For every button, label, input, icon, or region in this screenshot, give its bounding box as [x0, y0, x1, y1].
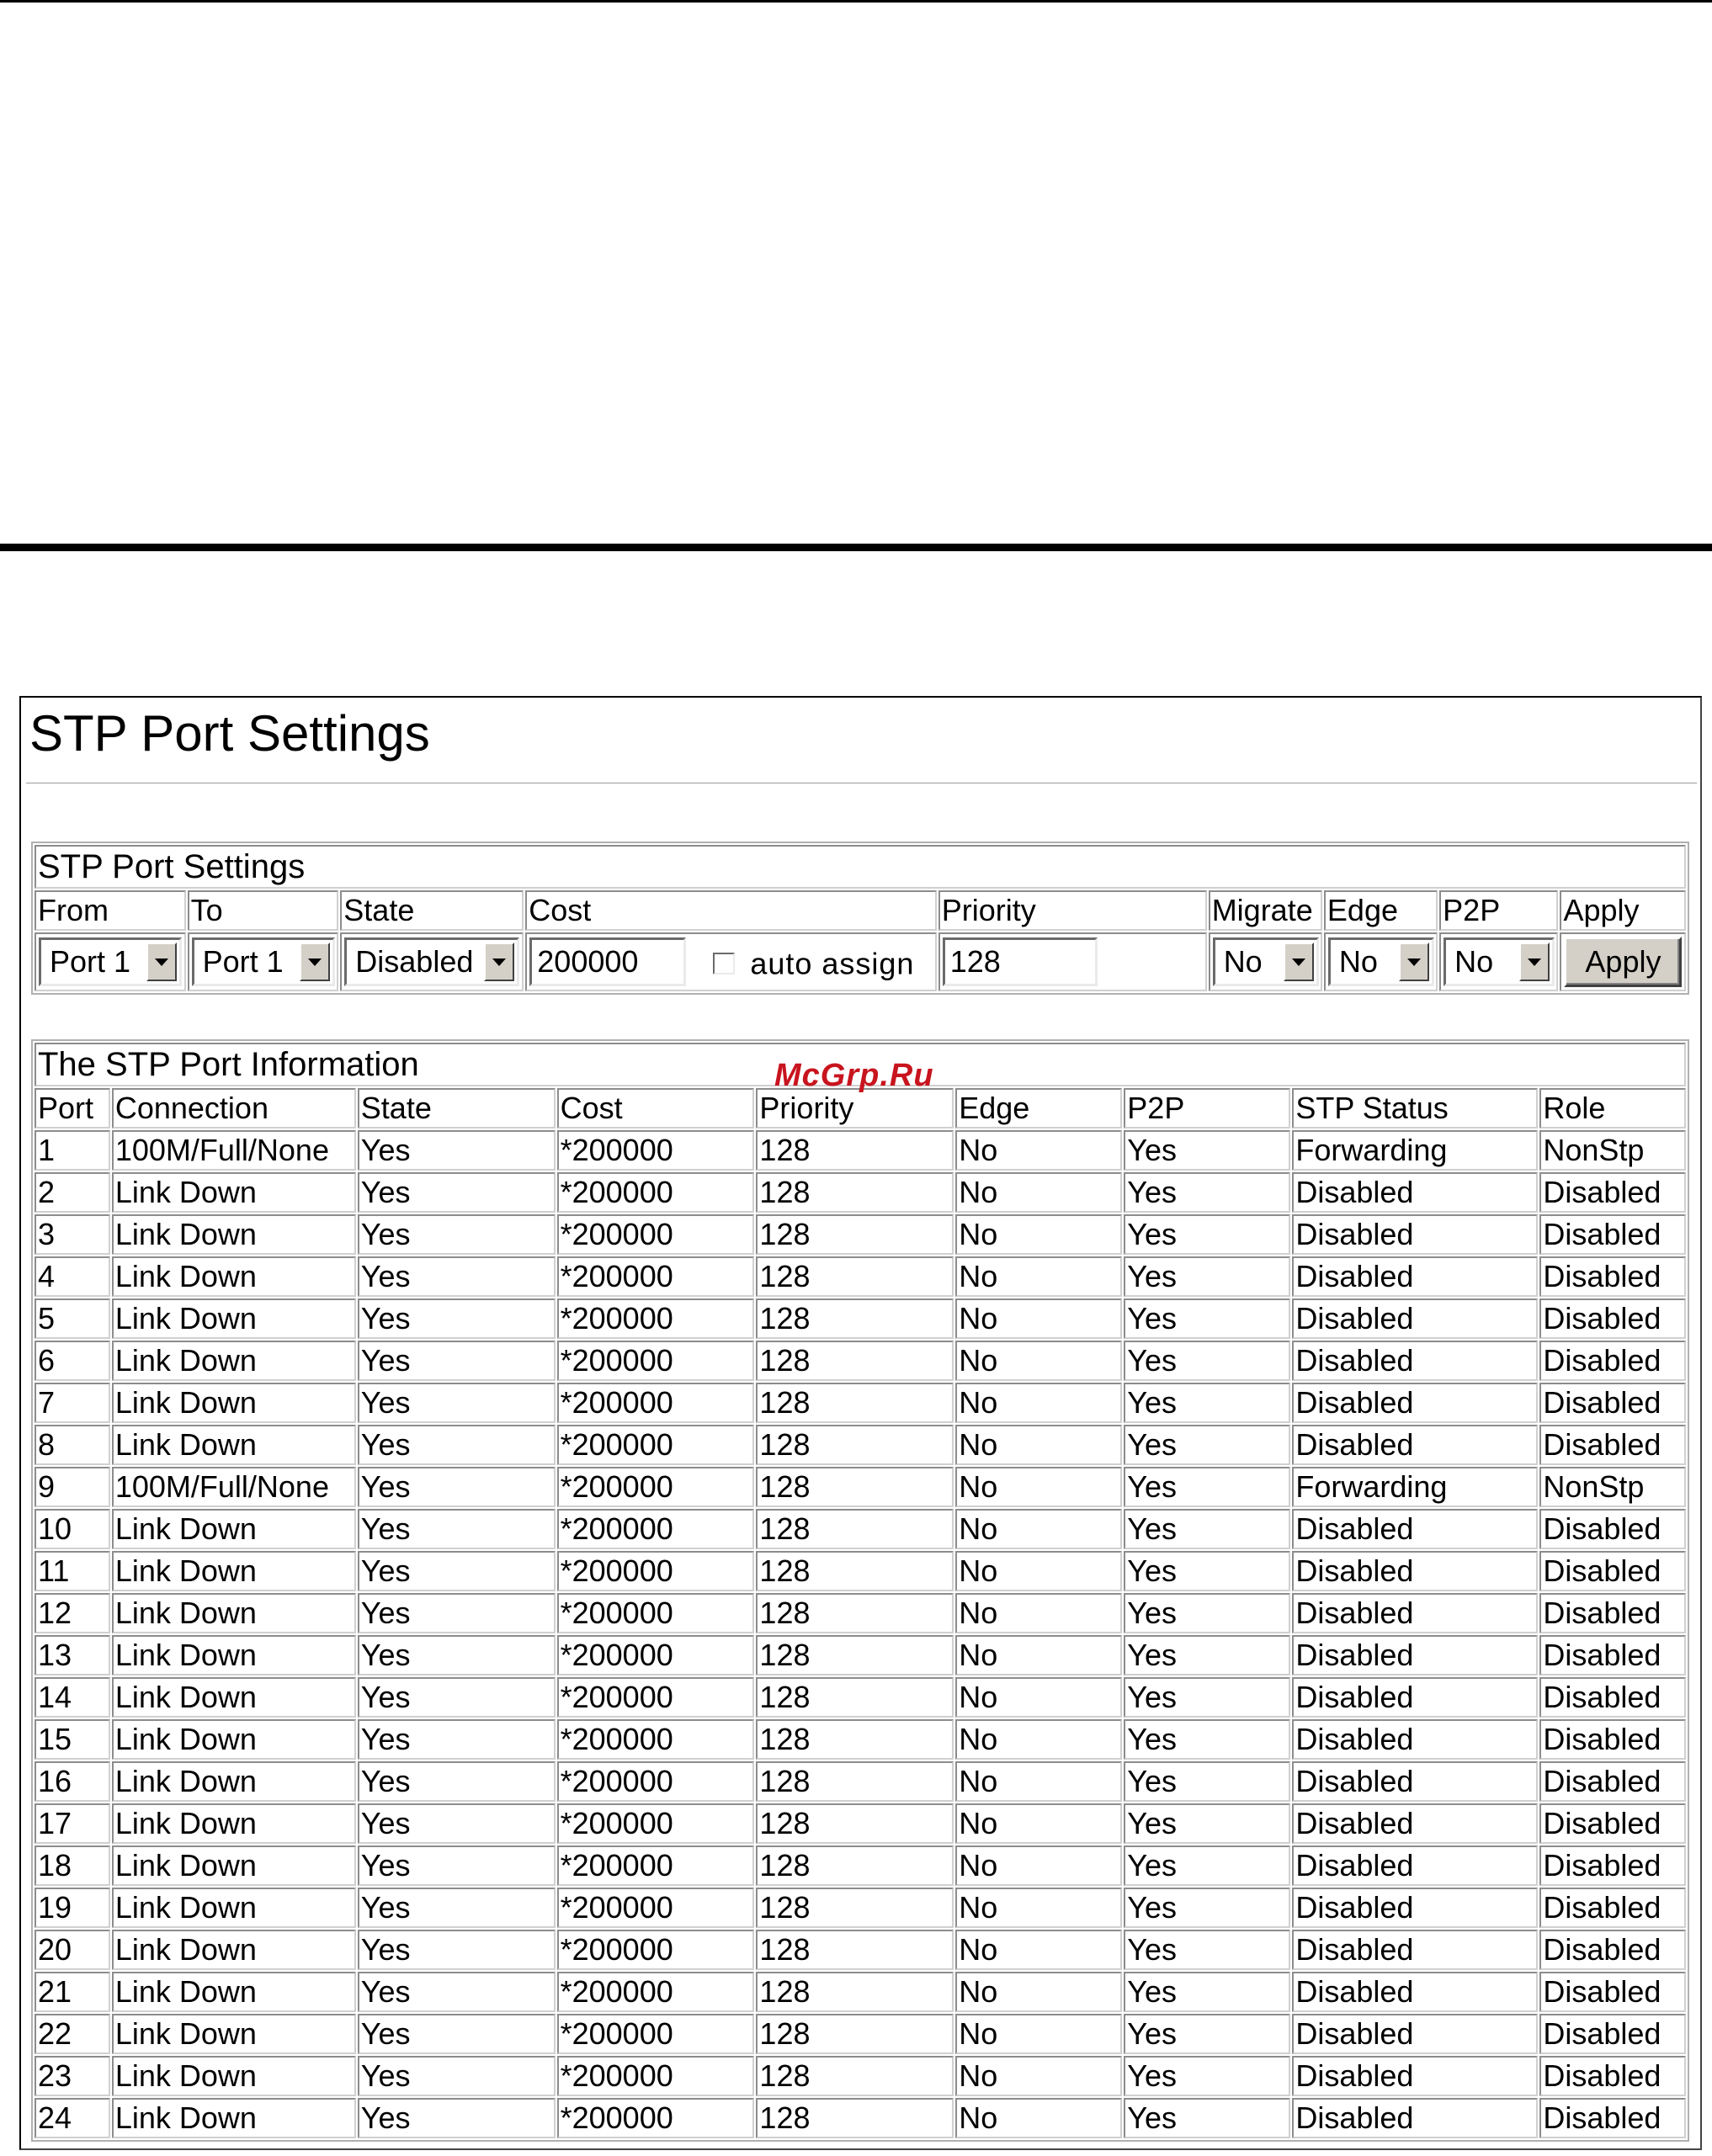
- cell-connection: Link Down: [112, 2014, 356, 2054]
- cell-state: Yes: [358, 2056, 556, 2096]
- table-row: [35, 1214, 1686, 1255]
- port-info-table: [31, 1039, 1689, 2142]
- table-row: [35, 1509, 1686, 1549]
- settings-table: [31, 842, 1689, 995]
- cell-priority: 128: [756, 1341, 954, 1381]
- cell-role: Disabled: [1539, 1972, 1686, 2012]
- cell-priority: 128: [756, 1467, 954, 1507]
- cell-role: Disabled: [1539, 1803, 1686, 1844]
- cell-cost: *200000: [557, 2056, 755, 2096]
- cell-port: 18: [35, 1845, 110, 1886]
- cell-role: Disabled: [1539, 1551, 1686, 1591]
- header-to: To: [188, 890, 339, 931]
- auto-assign-checkbox[interactable]: [713, 953, 735, 974]
- cell-priority: 128: [756, 1930, 954, 1970]
- cell-state: Yes: [358, 1467, 556, 1507]
- from-port-value: Port 1: [50, 944, 131, 979]
- cell-state: Yes: [358, 1256, 556, 1297]
- cell-stp-status: Disabled: [1292, 2098, 1538, 2138]
- cell-connection: Link Down: [112, 2098, 356, 2138]
- cell-state: Yes: [358, 1888, 556, 1928]
- cell-cost: *200000: [557, 1719, 755, 1760]
- column-header-role: Role: [1539, 1088, 1686, 1128]
- table-row: [35, 1930, 1686, 1970]
- cell-connection: Link Down: [112, 1298, 356, 1339]
- cell-p2p: Yes: [1124, 1341, 1290, 1381]
- cell-p2p: Yes: [1124, 1888, 1290, 1928]
- to-port-select[interactable]: [192, 937, 335, 986]
- table-row: [35, 1341, 1686, 1381]
- cell-state: Yes: [358, 2014, 556, 2054]
- cell-cost: *200000: [557, 1383, 755, 1423]
- cell-p2p: Yes: [1124, 1845, 1290, 1886]
- cell-state: Yes: [358, 1719, 556, 1760]
- cell-state: Yes: [358, 1172, 556, 1213]
- cell-priority: 128: [756, 1425, 954, 1465]
- cell-state: Yes: [358, 1930, 556, 1970]
- cell-port: 23: [35, 2056, 110, 2096]
- cell-p2p: Yes: [1124, 1425, 1290, 1465]
- cell-port: 22: [35, 2014, 110, 2054]
- priority-input[interactable]: 128: [943, 937, 1098, 986]
- cell-cost: *200000: [557, 2098, 755, 2138]
- cell-priority: 128: [756, 1761, 954, 1802]
- table-row: [35, 1972, 1686, 2012]
- column-header-port: Port: [35, 1088, 110, 1128]
- cell-p2p: Yes: [1124, 1635, 1290, 1675]
- cell-edge: No: [955, 1761, 1122, 1802]
- header-from: From: [35, 890, 186, 931]
- cell-cost: *200000: [557, 1635, 755, 1675]
- cell-cost: *200000: [557, 1214, 755, 1255]
- cell-edge: No: [955, 2014, 1122, 2054]
- cell-edge: No: [955, 1551, 1122, 1591]
- cell-priority: 128: [756, 1509, 954, 1549]
- cell-cost: *200000: [557, 1425, 755, 1465]
- title-divider: [26, 783, 1697, 784]
- cell-p2p: Yes: [1124, 2098, 1290, 2138]
- table-row: [35, 2098, 1686, 2138]
- cell-cost: *200000: [557, 1298, 755, 1339]
- cell-priority: 128: [756, 1719, 954, 1760]
- cell-edge: No: [955, 1298, 1122, 1339]
- port-info-caption: The STP Port Information: [35, 1043, 1686, 1086]
- cell-port: 10: [35, 1509, 110, 1549]
- column-header-connection: Connection: [112, 1088, 356, 1128]
- cell-connection: 100M/Full/None: [112, 1130, 356, 1171]
- cell-port: 8: [35, 1425, 110, 1465]
- cell-p2p: Yes: [1124, 1172, 1290, 1213]
- cell-stp-status: Disabled: [1292, 1214, 1538, 1255]
- table-row: [35, 1888, 1686, 1928]
- cell-priority: 128: [756, 1172, 954, 1213]
- from-port-select[interactable]: [39, 937, 182, 986]
- cell-port: 12: [35, 1593, 110, 1633]
- cell-role: Disabled: [1539, 1845, 1686, 1886]
- dropdown-arrow-icon[interactable]: [300, 943, 330, 981]
- cell-cost: *200000: [557, 1130, 755, 1171]
- settings-caption: STP Port Settings: [35, 845, 1686, 889]
- cell-port: 14: [35, 1677, 110, 1718]
- table-row: [35, 1677, 1686, 1718]
- cell-cost: *200000: [557, 1551, 755, 1591]
- cell-edge: No: [955, 1467, 1122, 1507]
- dropdown-arrow-icon[interactable]: [1284, 943, 1314, 981]
- cell-edge: No: [955, 1425, 1122, 1465]
- cell-port: 4: [35, 1256, 110, 1297]
- cell-edge: No: [955, 1845, 1122, 1886]
- cost-input[interactable]: 200000: [529, 937, 686, 986]
- cell-role: Disabled: [1539, 2098, 1686, 2138]
- table-row: [35, 1845, 1686, 1886]
- cell-stp-status: Forwarding: [1292, 1467, 1538, 1507]
- cell-priority: 128: [756, 1593, 954, 1633]
- cell-connection: Link Down: [112, 1719, 356, 1760]
- top-rule: [0, 0, 1712, 3]
- cell-connection: Link Down: [112, 1972, 356, 2012]
- cell-p2p: Yes: [1124, 2014, 1290, 2054]
- cell-priority: 128: [756, 1845, 954, 1886]
- to-port-value: Port 1: [202, 944, 284, 979]
- cell-state: Yes: [358, 1551, 556, 1591]
- cell-stp-status: Disabled: [1292, 1256, 1538, 1297]
- table-row: [35, 1298, 1686, 1339]
- cell-state: Yes: [358, 1383, 556, 1423]
- cell-stp-status: Disabled: [1292, 1761, 1538, 1802]
- cell-port: 21: [35, 1972, 110, 2012]
- cell-port: 5: [35, 1298, 110, 1339]
- table-row: [35, 1467, 1686, 1507]
- cell-port: 11: [35, 1551, 110, 1591]
- page-title: STP Port Settings: [29, 705, 430, 762]
- cell-stp-status: Disabled: [1292, 1635, 1538, 1675]
- cell-connection: Link Down: [112, 1214, 356, 1255]
- cell-stp-status: Disabled: [1292, 2056, 1538, 2096]
- cell-stp-status: Disabled: [1292, 1298, 1538, 1339]
- p2p-value: No: [1454, 944, 1494, 979]
- table-row: [35, 1803, 1686, 1844]
- cell-state: Yes: [358, 1593, 556, 1633]
- cell-edge: No: [955, 1972, 1122, 2012]
- cell-connection: Link Down: [112, 1383, 356, 1423]
- table-row: [35, 1256, 1686, 1297]
- table-row: [35, 1719, 1686, 1760]
- cell-connection: Link Down: [112, 1761, 356, 1802]
- p2p-select[interactable]: [1444, 937, 1555, 986]
- cell-priority: 128: [756, 1972, 954, 2012]
- cell-edge: No: [955, 1130, 1122, 1171]
- cell-edge: No: [955, 1677, 1122, 1718]
- cell-p2p: Yes: [1124, 1719, 1290, 1760]
- cell-cost: *200000: [557, 1972, 755, 2012]
- edge-value: No: [1338, 944, 1378, 979]
- cell-cost: *200000: [557, 2014, 755, 2054]
- cell-state: Yes: [358, 1130, 556, 1171]
- header-state: State: [340, 890, 524, 931]
- cell-role: Disabled: [1539, 1888, 1686, 1928]
- cell-edge: No: [955, 1509, 1122, 1549]
- cell-connection: Link Down: [112, 1593, 356, 1633]
- cell-role: Disabled: [1539, 2056, 1686, 2096]
- state-select[interactable]: [344, 937, 519, 986]
- column-header-edge: Edge: [955, 1088, 1122, 1128]
- cell-stp-status: Forwarding: [1292, 1130, 1538, 1171]
- cell-cost: *200000: [557, 1341, 755, 1381]
- cell-p2p: Yes: [1124, 1761, 1290, 1802]
- table-row: [35, 1425, 1686, 1465]
- cell-priority: 128: [756, 1256, 954, 1297]
- table-row: [35, 2014, 1686, 2054]
- table-row: [35, 1551, 1686, 1591]
- column-header-p2p: P2P: [1124, 1088, 1290, 1128]
- cell-role: Disabled: [1539, 1677, 1686, 1718]
- cell-priority: 128: [756, 2014, 954, 2054]
- cell-stp-status: Disabled: [1292, 1425, 1538, 1465]
- cell-edge: No: [955, 1719, 1122, 1760]
- column-header-state: State: [358, 1088, 556, 1128]
- cell-role: Disabled: [1539, 1593, 1686, 1633]
- cell-stp-status: Disabled: [1292, 1509, 1538, 1549]
- cell-edge: No: [955, 2056, 1122, 2096]
- cell-connection: Link Down: [112, 1341, 356, 1381]
- table-row: [35, 1130, 1686, 1171]
- cell-state: Yes: [358, 1677, 556, 1718]
- table-row: [35, 1172, 1686, 1213]
- table-row: [35, 1383, 1686, 1423]
- cell-connection: Link Down: [112, 1425, 356, 1465]
- cell-connection: Link Down: [112, 1845, 356, 1886]
- cell-role: Disabled: [1539, 1930, 1686, 1970]
- cell-cost: *200000: [557, 1803, 755, 1844]
- cell-stp-status: Disabled: [1292, 1551, 1538, 1591]
- column-header-cost: Cost: [557, 1088, 755, 1128]
- cell-state: Yes: [358, 2098, 556, 2138]
- cell-role: Disabled: [1539, 1635, 1686, 1675]
- cell-priority: 128: [756, 1214, 954, 1255]
- header-p2p: P2P: [1439, 890, 1558, 931]
- cell-priority: 128: [756, 1298, 954, 1339]
- cell-priority: 128: [756, 1383, 954, 1423]
- cell-cost: *200000: [557, 1172, 755, 1213]
- cell-port: 3: [35, 1214, 110, 1255]
- cell-p2p: Yes: [1124, 1972, 1290, 2012]
- cell-connection: Link Down: [112, 1635, 356, 1675]
- cell-edge: No: [955, 2098, 1122, 2138]
- cell-p2p: Yes: [1124, 1130, 1290, 1171]
- cell-p2p: Yes: [1124, 1593, 1290, 1633]
- cell-stp-status: Disabled: [1292, 1172, 1538, 1213]
- apply-button[interactable]: Apply: [1564, 937, 1682, 987]
- header-migrate: Migrate: [1209, 890, 1322, 931]
- cell-state: Yes: [358, 1341, 556, 1381]
- cell-connection: Link Down: [112, 1509, 356, 1549]
- cell-p2p: Yes: [1124, 1298, 1290, 1339]
- cell-p2p: Yes: [1124, 1551, 1290, 1591]
- migrate-value: No: [1223, 944, 1263, 979]
- cell-cost: *200000: [557, 1509, 755, 1549]
- migrate-select[interactable]: [1213, 937, 1319, 986]
- cell-edge: No: [955, 1888, 1122, 1928]
- table-row: [35, 1593, 1686, 1633]
- dropdown-arrow-icon[interactable]: [146, 943, 177, 981]
- cell-stp-status: Disabled: [1292, 1972, 1538, 2012]
- cell-cost: *200000: [557, 1888, 755, 1928]
- cell-connection: Link Down: [112, 2056, 356, 2096]
- cell-connection: Link Down: [112, 1551, 356, 1591]
- dropdown-arrow-icon[interactable]: [1399, 943, 1429, 981]
- cell-cost: *200000: [557, 1761, 755, 1802]
- cell-stp-status: Disabled: [1292, 1719, 1538, 1760]
- header-edge: Edge: [1324, 890, 1438, 931]
- cell-state: Yes: [358, 1214, 556, 1255]
- table-row: [35, 2056, 1686, 2096]
- cell-edge: No: [955, 1214, 1122, 1255]
- cell-role: Disabled: [1539, 1509, 1686, 1549]
- cell-priority: 128: [756, 1635, 954, 1675]
- cell-p2p: Yes: [1124, 1677, 1290, 1718]
- cell-connection: Link Down: [112, 1930, 356, 1970]
- edge-select[interactable]: [1328, 937, 1434, 986]
- column-header-stp-status: STP Status: [1292, 1088, 1538, 1128]
- cell-connection: 100M/Full/None: [112, 1467, 356, 1507]
- cell-role: Disabled: [1539, 2014, 1686, 2054]
- cell-state: Yes: [358, 1509, 556, 1549]
- cell-priority: 128: [756, 1803, 954, 1844]
- cell-port: 17: [35, 1803, 110, 1844]
- cell-stp-status: Disabled: [1292, 1930, 1538, 1970]
- cell-priority: 128: [756, 1130, 954, 1171]
- cell-priority: 128: [756, 2098, 954, 2138]
- cell-connection: Link Down: [112, 1888, 356, 1928]
- cell-cost: *200000: [557, 1593, 755, 1633]
- cell-port: 9: [35, 1467, 110, 1507]
- cell-port: 15: [35, 1719, 110, 1760]
- cell-p2p: Yes: [1124, 1467, 1290, 1507]
- table-row: [35, 1761, 1686, 1802]
- cell-role: NonStp: [1539, 1467, 1686, 1507]
- cell-role: Disabled: [1539, 1214, 1686, 1255]
- cell-edge: No: [955, 1803, 1122, 1844]
- cell-p2p: Yes: [1124, 1803, 1290, 1844]
- cell-p2p: Yes: [1124, 1256, 1290, 1297]
- section-divider: [0, 544, 1712, 551]
- cell-priority: 128: [756, 1551, 954, 1591]
- cell-edge: No: [955, 1635, 1122, 1675]
- cell-cost: *200000: [557, 1930, 755, 1970]
- cell-stp-status: Disabled: [1292, 1341, 1538, 1381]
- cell-state: Yes: [358, 1298, 556, 1339]
- port-info-rows: [35, 1130, 1686, 2138]
- state-value: Disabled: [355, 944, 474, 979]
- cell-stp-status: Disabled: [1292, 1845, 1538, 1886]
- cell-p2p: Yes: [1124, 1383, 1290, 1423]
- cell-edge: No: [955, 1930, 1122, 1970]
- cell-role: Disabled: [1539, 1298, 1686, 1339]
- cell-role: Disabled: [1539, 1761, 1686, 1802]
- cell-priority: 128: [756, 2056, 954, 2096]
- dropdown-arrow-icon[interactable]: [1519, 943, 1550, 981]
- cell-state: Yes: [358, 1845, 556, 1886]
- stp-port-settings-window: [19, 696, 1702, 2150]
- cell-stp-status: Disabled: [1292, 1803, 1538, 1844]
- cell-port: 13: [35, 1635, 110, 1675]
- cell-stp-status: Disabled: [1292, 2014, 1538, 2054]
- cell-cost: *200000: [557, 1845, 755, 1886]
- cell-role: Disabled: [1539, 1172, 1686, 1213]
- cell-role: Disabled: [1539, 1341, 1686, 1381]
- cell-port: 1: [35, 1130, 110, 1171]
- header-priority: Priority: [938, 890, 1207, 931]
- cell-role: NonStp: [1539, 1130, 1686, 1171]
- cell-priority: 128: [756, 1888, 954, 1928]
- cell-edge: No: [955, 1593, 1122, 1633]
- cell-role: Disabled: [1539, 1256, 1686, 1297]
- cell-p2p: Yes: [1124, 2056, 1290, 2096]
- header-apply: Apply: [1560, 890, 1686, 931]
- cell-priority: 128: [756, 1677, 954, 1718]
- cell-state: Yes: [358, 1635, 556, 1675]
- cell-state: Yes: [358, 1803, 556, 1844]
- watermark: McGrp.Ru: [774, 1058, 934, 1093]
- header-cost: Cost: [525, 890, 936, 931]
- table-row: [35, 1635, 1686, 1675]
- cell-edge: No: [955, 1341, 1122, 1381]
- cell-edge: No: [955, 1172, 1122, 1213]
- cell-connection: Link Down: [112, 1172, 356, 1213]
- cell-port: 16: [35, 1761, 110, 1802]
- cell-port: 19: [35, 1888, 110, 1928]
- cell-port: 20: [35, 1930, 110, 1970]
- cell-stp-status: Disabled: [1292, 1593, 1538, 1633]
- cell-state: Yes: [358, 1425, 556, 1465]
- cell-state: Yes: [358, 1761, 556, 1802]
- cell-p2p: Yes: [1124, 1930, 1290, 1970]
- cell-cost: *200000: [557, 1256, 755, 1297]
- cell-role: Disabled: [1539, 1383, 1686, 1423]
- cell-port: 6: [35, 1341, 110, 1381]
- cell-p2p: Yes: [1124, 1214, 1290, 1255]
- cell-stp-status: Disabled: [1292, 1677, 1538, 1718]
- cell-connection: Link Down: [112, 1256, 356, 1297]
- cell-role: Disabled: [1539, 1425, 1686, 1465]
- dropdown-arrow-icon[interactable]: [484, 943, 514, 981]
- cell-port: 7: [35, 1383, 110, 1423]
- column-header-priority: Priority: [756, 1088, 954, 1128]
- cell-cost: *200000: [557, 1467, 755, 1507]
- cell-stp-status: Disabled: [1292, 1383, 1538, 1423]
- cell-edge: No: [955, 1383, 1122, 1423]
- cell-stp-status: Disabled: [1292, 1888, 1538, 1928]
- cell-role: Disabled: [1539, 1719, 1686, 1760]
- auto-assign-label: auto assign: [750, 946, 915, 981]
- cell-port: 24: [35, 2098, 110, 2138]
- cell-state: Yes: [358, 1972, 556, 2012]
- cell-connection: Link Down: [112, 1803, 356, 1844]
- cell-connection: Link Down: [112, 1677, 356, 1718]
- cell-port: 2: [35, 1172, 110, 1213]
- cell-cost: *200000: [557, 1677, 755, 1718]
- cell-p2p: Yes: [1124, 1509, 1290, 1549]
- cell-edge: No: [955, 1256, 1122, 1297]
